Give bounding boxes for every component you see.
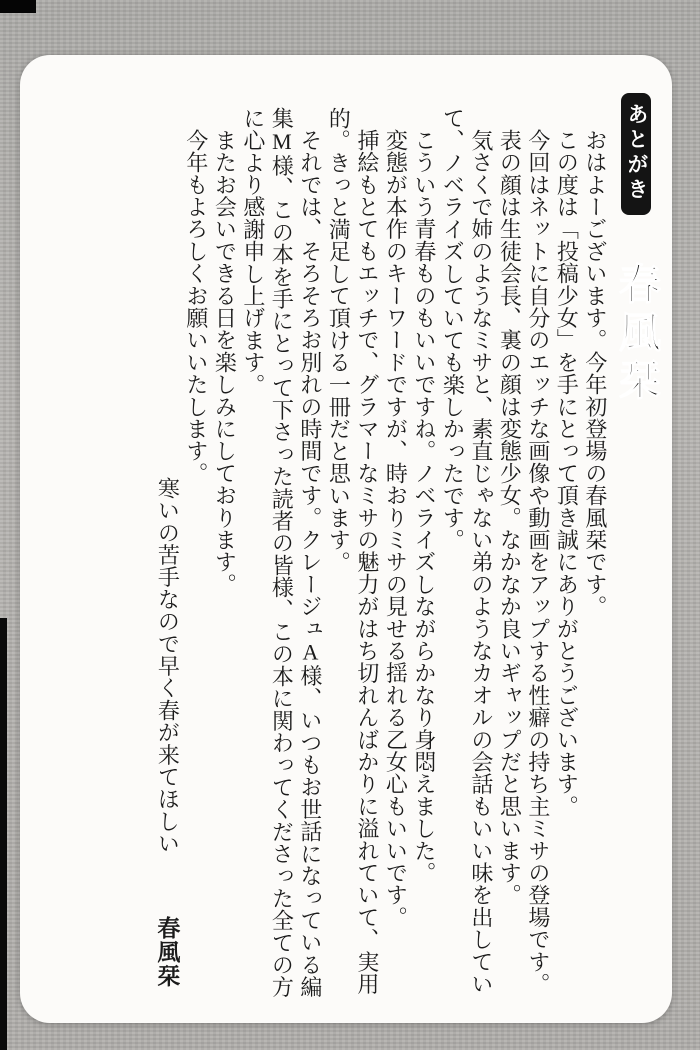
afterword-page: [20, 55, 672, 1023]
text-column-2: この度は「投稿少女」を手にとって頂き誠にありがとうございます。: [554, 129, 580, 818]
text-column-15: 今年もよろしくお願いいたします。: [183, 129, 209, 485]
scan-artifact-left-edge: [0, 618, 7, 1050]
text-column-5: 気さくで姉のようなミサと、素直じゃない弟のようなカオルの会話もいい味を出してい: [468, 129, 494, 995]
closing-phrase: 寒いの苦手なので早く春が来てほしい: [155, 477, 181, 855]
author-name-title: 春風栞: [613, 262, 659, 407]
title-column: [614, 93, 658, 987]
text-column-4: 表の顔は生徒会長、裏の顔は変態少女。なかなか良いギャップだと思います。: [497, 129, 523, 906]
text-column-8: 変態が本作のキーワードですが、時おりミサの見せる揺れる乙女心もいいです。: [383, 129, 409, 929]
text-column-13: に心より感謝申し上げます。: [240, 107, 266, 396]
scan-artifact-top-left: [0, 0, 36, 13]
author-signature: 春風栞: [154, 915, 181, 988]
text-column-12: 集M様、この本を手にとって下さった読者の皆様、この本に関わってくださった全ての方: [269, 107, 295, 998]
text-column-10: 的。きっと満足して頂ける一冊だと思います。: [326, 107, 352, 574]
text-column-6: て、ノベライズしていても楽しかったです。: [440, 107, 466, 551]
atogaki-section-badge: あとがき: [621, 93, 651, 215]
text-column-11: それでは、そろそろお別れの時間です。クレージュA様、いつもお世話になっている編: [297, 129, 323, 998]
text-column-1: おはよーございます。今年初登場の春風栞です。: [582, 129, 608, 618]
closing-column: [154, 107, 181, 1001]
text-column-9: 挿絵もとてもエッチで、グラマーなミサの魅力がはち切れんばかりに溢れていて、実用: [354, 129, 380, 995]
text-column-7: こういう青春ものもいいですね。ノベライズしながらかなり身悶えました。: [411, 129, 437, 884]
afterword-text-area: [75, 103, 661, 1001]
text-column-3: 今回はネットに自分のエッチな画像や動画をアップする性癖の持ち主ミサの登場です。: [525, 129, 551, 995]
text-column-14: またお会いできる日を楽しみにしております。: [212, 129, 238, 596]
